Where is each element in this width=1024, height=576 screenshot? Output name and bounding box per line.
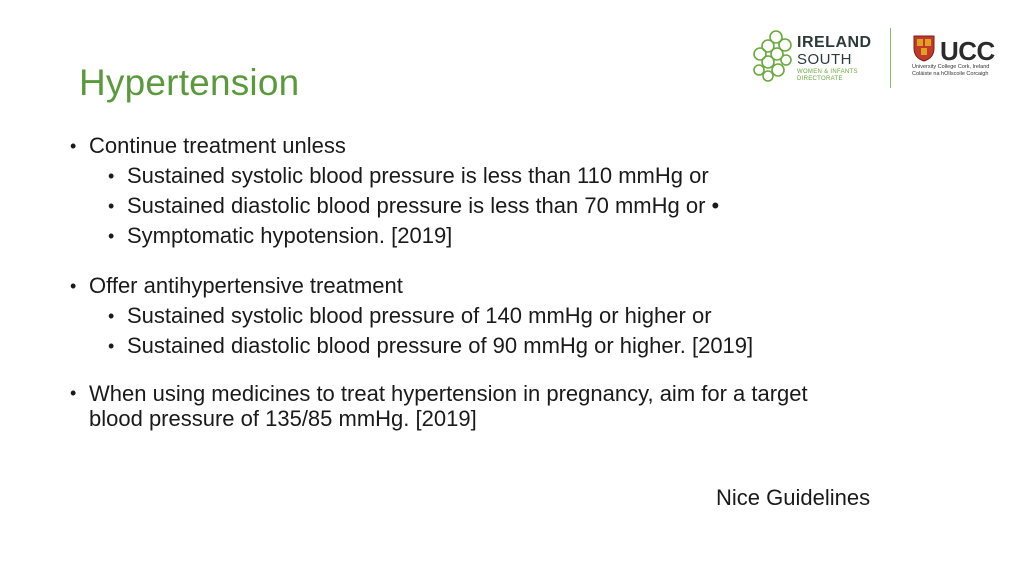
bullet-item <box>70 381 970 431</box>
ucc-irish-name: Coláiste na hOllscoile Corcaigh <box>912 71 989 77</box>
bullet-marker: • <box>108 336 115 356</box>
bullet-text: Continue treatment unless <box>89 133 346 158</box>
logo-area <box>752 26 1002 90</box>
bullet-marker: • <box>70 136 77 156</box>
bullet-item <box>70 131 970 161</box>
bullet-marker: • <box>108 196 115 216</box>
sub-bullet-item <box>70 161 970 191</box>
sub-bullet-item <box>70 331 970 361</box>
bullet-text-line-2: blood pressure of 135/85 mmHg. [2019] <box>89 406 477 431</box>
sub-bullet-text: Sustained diastolic blood pressure of 90 mmHg or higher. [2019] <box>127 333 754 358</box>
slide-body <box>70 131 970 431</box>
bullet-marker: • <box>70 276 77 296</box>
directorate-logo-text: DIRECTORATE <box>797 76 843 82</box>
sub-bullet-text: Symptomatic hypotension. [2019] <box>127 223 453 248</box>
sub-bullet-item <box>70 191 970 221</box>
ucc-logo-text: UCC <box>940 36 995 66</box>
sub-bullet-text: Sustained systolic blood pressure is less than 110 mmHg or <box>127 163 709 188</box>
ucc-crest-icon <box>912 34 936 62</box>
sub-bullet-text: Sustained diastolic blood pressure is less than 70 mmHg or • <box>127 193 720 218</box>
women-infants-logo-text: WOMEN & INFANTS <box>797 69 858 75</box>
slide-title: Hypertension <box>79 62 300 103</box>
bullet-marker: • <box>108 226 115 246</box>
sub-bullet-item <box>70 301 970 331</box>
ireland-south-logo-icon <box>752 28 796 84</box>
bullet-marker: • <box>108 306 115 326</box>
source-citation: Nice Guidelines <box>716 485 871 510</box>
bullet-text: Offer antihypertensive treatment <box>89 273 403 298</box>
logo-divider <box>890 28 891 88</box>
bullet-item <box>70 271 970 301</box>
ireland-logo-text: IRELAND <box>797 34 872 51</box>
bullet-marker: • <box>70 383 77 403</box>
sub-bullet-text: Sustained systolic blood pressure of 140 mmHg or higher or <box>127 303 712 328</box>
south-logo-text: SOUTH <box>797 51 852 68</box>
ucc-english-name: University College Cork, Ireland <box>912 64 990 70</box>
sub-bullet-item <box>70 221 970 251</box>
bullet-text-line-1: When using medicines to treat hypertension in pregnancy, aim for a target <box>89 381 808 406</box>
bullet-marker: • <box>108 166 115 186</box>
